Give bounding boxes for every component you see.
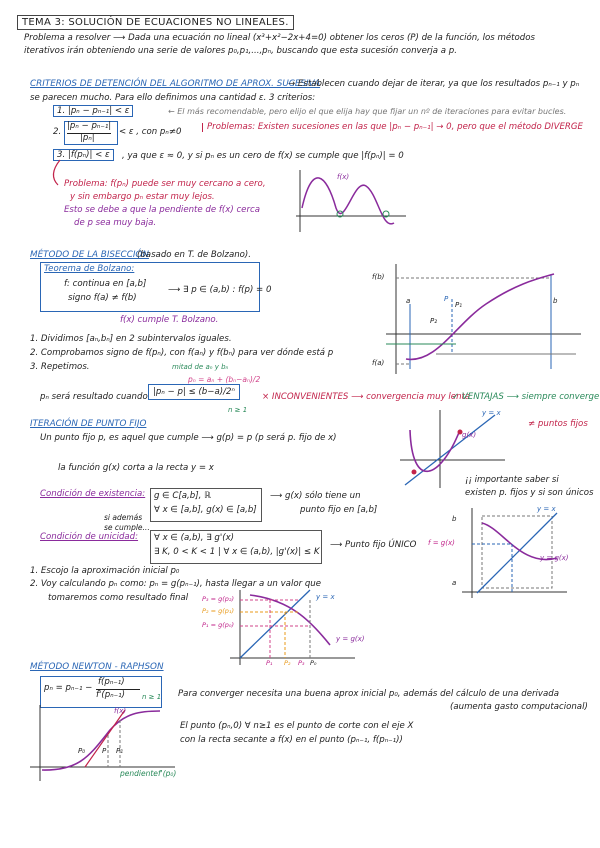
newton-point-2: con la recta secante a f(x) en el punto (pₙ₋₁, f(pₙ₋₁)) [180,735,403,745]
criterios-line-2: se parecen mucho. Para ello definimos una cantidad ε. 3 criterios: [30,93,316,103]
newton-p0-label: P₀ [78,747,86,755]
biseccion-mitad: mitad de aₙ y bₙ [172,363,229,371]
fixed-point-gx: g(x) [462,431,477,439]
biseccion-pn-formula: pₙ = aₙ + (bₙ−aₙ)/2 [188,375,261,384]
bolzano-conclusion: ⟶ ∃ p ∈ (a,b) : f(p) = 0 [168,285,272,295]
newton-point-1: El punto (pₙ,0) ∀ n≥1 es el punto de corte con el eje X [180,721,414,731]
bolzano-cumple: f(x) cumple T. Bolzano. [120,315,219,325]
oscillation-fx-label: f(x) [337,173,350,181]
criterion-1-note: ← El más recomendable, pero elijo el que elija hay que fijar un nº de iteraciones para evitar bucles. [168,107,567,116]
biseccion-inconvenientes: × INCONVENIENTES ⟶ convergencia muy lenta [262,392,471,402]
biseccion-step-1: 1. Dividimos [aₙ,bₙ] en 2 subintervalos iguales. [30,334,232,344]
fixed-point-yx: y = x [482,409,501,417]
unicidad-2: ∃ K, 0 < K < 1 | ∀ x ∈ (a,b), |g'(x)| ≤ K [154,547,320,557]
uniqueness-a: a [452,579,457,587]
intro-line-1: Problema a resolver ⟶ Dada una ecuación no lineal (x³+x²−2x+4=0) obtener los ceros (P) de la función, los métodos [24,33,535,43]
iteration-p2: P₂ = g(p₁) [202,607,235,615]
existencia-1: g ∈ C[a,b], ℝ [154,491,211,501]
uniqueness-b: b [452,515,457,523]
newton-conv: Para converger necesita una buena aprox inicial p₀, además del cálculo de una derivada [178,689,559,699]
biseccion-result-text: pₙ será resultado cuando [40,392,148,402]
puntofijo-line-2: la función g(x) corta a la recta y = x [58,463,214,473]
bisection-b: b [553,297,558,305]
puntofijo-puntos: ≠ puntos fijos [528,419,588,429]
newton-denominator: f'(pₙ₋₁) [96,690,125,700]
iteration-axis-p0: P₀ [310,659,317,667]
iteration-axis-p3: P₃ [298,659,305,667]
newton-formula-pre: pₙ = pₙ₋₁ − [44,683,93,693]
newton-pendiente: pendiente [120,769,158,778]
biseccion-heading: MÉTODO DE LA BISECCIÓN [30,250,149,260]
condicion-existencia-label: Condición de existencia: [40,489,146,499]
puntofijo-importante-2: existen p. fijos y si son únicos [465,488,594,498]
newton-fp0: f'(p₀) [158,769,177,778]
bolzano-line-1: f: continua en [a,b] [64,279,147,289]
puntofijo-step-2: 2. Voy calculando pₙ como: pₙ = g(pₙ₋₁), hasta llegar a un valor que [30,579,322,589]
biseccion-sub: (basado en T. de Bolzano). [137,250,252,260]
iteration-axis-p1: P₁ [266,659,273,667]
puntofijo-heading: ITERACIÓN DE PUNTO FIJO [30,419,147,429]
iteration-axis-p2: P₂ [284,659,291,667]
uniqueness-fgx: f = g(x) [428,539,455,547]
oscillation-graph [296,168,416,238]
problema-line-3: Esto se debe a que la pendiente de f(x) cerca [64,205,260,215]
problema-line-4: de p sea muy baja. [74,218,157,228]
criterios-line-1: → Establecen cuando dejar de iterar, ya que los resultados pₙ₋₁ y pₙ [288,79,580,89]
unicidad-3: ⟶ Punto fijo ÚNICO [330,540,417,550]
uniqueness-gx: y = g(x) [540,554,569,562]
uniqueness-yx: y = x [537,505,556,513]
unicidad-1: ∀ x ∈ (a,b), ∃ g'(x) [154,533,235,543]
problema-line-2: y sin embargo pₙ estar muy lejos. [70,192,215,202]
puntofijo-importante-1: ¡¡ importante saber si [465,475,559,485]
bolzano-line-2: signo f(a) ≠ f(b) [68,293,137,303]
bisection-p: P [444,295,449,303]
newton-coste: (aumenta gasto computacional) [450,702,588,712]
puntofijo-step-3: tomaremos como resultado final [48,593,189,603]
bisection-p1: P₁ [455,301,463,309]
ademas-1: si además [104,513,143,522]
bisection-fb: f(b) [372,273,385,281]
page-title: TEMA 3: SOLUCIÓN DE ECUACIONES NO LINEALES. [17,18,294,29]
intro-line-2: iterativos irán obteniendo una serie de valores p₀,p₁,...,pₙ, buscando que esta sucesión converja a p. [24,46,457,56]
criterion-2-tail: < ε , con pₙ≠0 [119,127,182,137]
puntofijo-line-1: Un punto fijo p, es aquel que cumple ⟶ g(p) = p (p será p. fijo de x) [40,433,337,443]
criterion-3: 3. |f(pₙ)| < ε [53,151,114,160]
iteration-yx: y = x [316,593,335,601]
criterion-2-numerator: |pₙ − pₙ₋₁| [67,121,112,131]
newton-n: n ≥ 1 [142,693,162,701]
ademas-2: se cumple... [104,523,150,532]
criterion-2-label: 2. [53,127,62,137]
biseccion-step-3: 3. Repetimos. [30,362,90,372]
bisection-graph [376,264,586,379]
problema-line-1: Problema: f(pₙ) puede ser muy cercano a cero, [64,179,266,189]
criterios-heading: CRITERIOS DE DETENCIÓN DEL ALGORITMO DE APROX. SUCESIVA [30,79,321,89]
newton-fx: f(x) [114,707,127,715]
existencia-2: ∀ x ∈ [a,b], g(x) ∈ [a,b] [154,505,257,515]
criterion-2-note: Problemas: Existen sucesiones en las que |pₙ − pₙ₋₁| → 0, pero que el método DIVERGE [202,123,583,132]
biseccion-step-2: 2. Comprobamos signo de f(pₙ), con f(aₙ) y f(bₙ) para ver dónde está p [30,348,334,358]
newton-p-label: P [102,747,107,755]
bisection-fa: f(a) [372,359,385,367]
criterion-3-tail: , ya que ε ≈ 0, y si pₙ es un cero de f(x) se cumple que |f(pₙ)| = 0 [122,151,404,161]
bisection-a: a [406,297,411,305]
biseccion-n: n ≥ 1 [228,406,248,414]
condicion-unicidad-label: Condición de unicidad: [40,532,139,542]
iteration-p1: P₁ = g(p₀) [202,621,235,629]
bolzano-title: Teorema de Bolzano: [44,264,135,274]
bisection-p2: P₂ [430,317,438,325]
criterion-1: 1. |pₙ − pₙ₋₁| < ε [53,107,133,116]
puntofijo-step-1: 1. Escojo la aproximación inicial p₀ [30,566,180,576]
newton-heading: MÉTODO NEWTON - RAPHSON [30,662,164,672]
existencia-3: ⟶ g(x) sólo tiene un [270,491,361,501]
existencia-4: punto fijo en [a,b] [300,505,378,515]
biseccion-error-bound: |pₙ − p| ≤ (b−a)/2ⁿ [148,388,240,397]
iteration-graph [230,590,360,670]
biseccion-ventajas: ✓ VENTAJAS ⟶ siempre converge [452,392,600,402]
iteration-p3: P₃ = g(p₂) [202,595,235,603]
iteration-ygx: y = g(x) [336,635,365,643]
newton-p1-label: P₁ [116,747,124,755]
criterion-2-denominator: |pₙ| [80,133,95,143]
newton-numerator: f(pₙ₋₁) [98,677,125,687]
